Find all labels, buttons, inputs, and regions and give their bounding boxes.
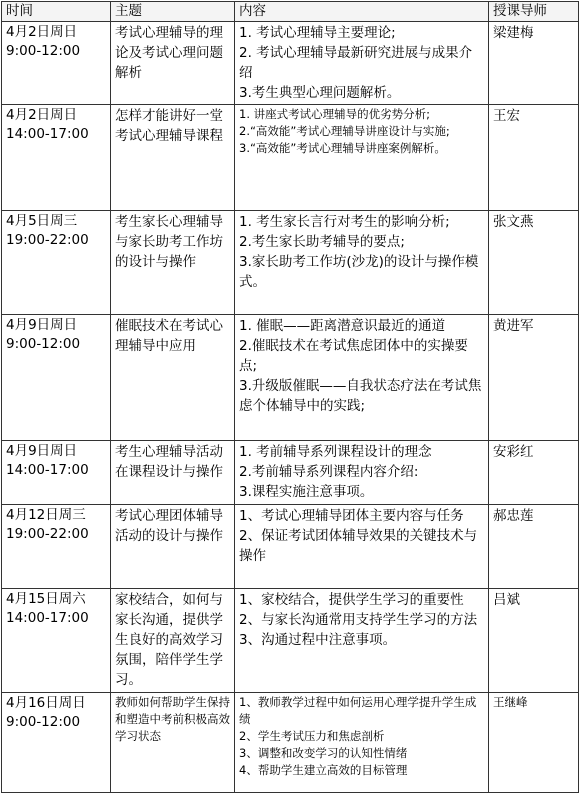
topic-cell: 教师如何帮助学生保持和塑造中考前积极高效学习状态 <box>111 693 235 793</box>
teacher-cell: 黄进军 <box>489 315 579 441</box>
header-row <box>2 2 579 22</box>
content-line: 2、学生考试压力和焦虑剖析 <box>239 729 385 743</box>
teacher-cell: 王宏 <box>489 105 579 211</box>
content-cell <box>235 22 489 105</box>
hours: 14:00-17:00 <box>6 462 89 478</box>
hours: 19:00-22:00 <box>6 232 89 248</box>
teacher-cell: 安彩红 <box>489 441 579 505</box>
date: 4月9日周日 <box>6 317 78 333</box>
time-cell <box>2 22 111 105</box>
content-line: 3.考生典型心理问题解析。 <box>239 85 401 101</box>
table-row <box>2 505 579 589</box>
hours: 9:00-12:00 <box>6 336 81 352</box>
hours: 14:00-17:00 <box>6 126 89 142</box>
table-row <box>2 22 579 105</box>
content-line: 3、沟通过程中注意事项。 <box>239 632 397 648</box>
content-cell <box>235 441 489 505</box>
table-row <box>2 441 579 505</box>
teacher-cell: 王继峰 <box>489 693 579 793</box>
content-line: 1. 考试心理辅导主要理论; <box>239 25 396 41</box>
content-line: 2.考生家长助考辅导的要点; <box>239 234 405 250</box>
content-cell <box>235 211 489 315</box>
topic-cell: 考试心理团体辅导活动的设计与操作 <box>111 505 235 589</box>
hours: 9:00-12:00 <box>6 714 81 730</box>
content-line: 2、与家长沟通常用支持学生学习的方法 <box>239 612 478 628</box>
date: 4月5日周三 <box>6 213 78 229</box>
table-row <box>2 105 579 211</box>
date: 4月9日周日 <box>6 443 78 459</box>
header-teacher: 授课导师 <box>489 2 579 22</box>
header-topic: 主题 <box>111 2 235 22</box>
teacher-cell: 郝忠莲 <box>489 505 579 589</box>
content-line: 1、考试心理辅导团体主要内容与任务 <box>239 508 464 524</box>
topic-cell: 考生心理辅导活动在课程设计与操作 <box>111 441 235 505</box>
hours: 14:00-17:00 <box>6 610 89 626</box>
date: 4月15日周六 <box>6 591 86 607</box>
date: 4月2日周日 <box>6 24 78 40</box>
table-row <box>2 315 579 441</box>
date: 4月12日周三 <box>6 507 86 523</box>
content-line: 2.催眠技术在考试焦虑团体中的实操要点; <box>239 338 468 374</box>
teacher-cell: 吕斌 <box>489 589 579 693</box>
content-cell <box>235 105 489 211</box>
teacher-cell: 梁建梅 <box>489 22 579 105</box>
content-line: 1、家校结合，提供学生学习的重要性 <box>239 592 464 608</box>
topic-cell: 家校结合，如何与家长沟通，提供学生良好的高效学习氛围，陪伴学生学习。 <box>111 589 235 693</box>
content-cell <box>235 315 489 441</box>
content-line: 3.课程实施注意事项。 <box>239 484 374 500</box>
content-line: 1. 考前辅导系列课程设计的理念 <box>239 444 432 460</box>
content-cell <box>235 693 489 793</box>
time-cell <box>2 315 111 441</box>
schedule-table <box>1 1 579 793</box>
topic-cell: 考生家长心理辅导与家长助考工作坊的设计与操作 <box>111 211 235 315</box>
teacher-cell: 张文燕 <box>489 211 579 315</box>
time-cell <box>2 589 111 693</box>
content-line: 3、调整和改变学习的认知性情绪 <box>239 746 408 760</box>
content-cell <box>235 505 489 589</box>
header-time: 时间 <box>2 2 111 22</box>
content-line: 1. 讲座式考试心理辅导的优劣势分析; <box>239 107 431 121</box>
table-row <box>2 211 579 315</box>
content-line: 2、保证考试团体辅导效果的关键技术与操作 <box>239 528 478 564</box>
content-line: 2. 考试心理辅导最新研究进展与成果介绍 <box>239 45 473 81</box>
content-line: 2.考前辅导系列课程内容介绍: <box>239 464 419 480</box>
content-line: 1、教师教学过程中如何运用心理学提升学生成绩 <box>239 695 477 726</box>
topic-cell: 考试心理辅导的理论及考试心理问题解析 <box>111 22 235 105</box>
topic-cell: 怎样才能讲好一堂考试心理辅导课程 <box>111 105 235 211</box>
content-line: 3.升级版催眠——自我状态疗法在考试焦虑个体辅导中的实践; <box>239 378 482 414</box>
time-cell <box>2 505 111 589</box>
header-content: 内容 <box>235 2 489 22</box>
content-line: 1. 催眠——距离潜意识最近的通道 <box>239 318 446 334</box>
time-cell <box>2 693 111 793</box>
topic-cell: 催眠技术在考试心理辅导中应用 <box>111 315 235 441</box>
table-row <box>2 693 579 793</box>
time-cell <box>2 105 111 211</box>
content-line: 2.“高效能”考试心理辅导讲座设计与实施; <box>239 124 450 138</box>
date: 4月16日周日 <box>6 695 86 711</box>
content-line: 4、帮助学生建立高效的目标管理 <box>239 763 408 777</box>
content-line: 3.“高效能”考试心理辅导讲座案例解析。 <box>239 141 446 155</box>
table-row <box>2 589 579 693</box>
time-cell <box>2 441 111 505</box>
date: 4月2日周日 <box>6 107 78 123</box>
hours: 9:00-12:00 <box>6 43 81 59</box>
content-line: 1. 考生家长言行对考生的影响分析; <box>239 214 450 230</box>
time-cell <box>2 211 111 315</box>
hours: 19:00-22:00 <box>6 526 89 542</box>
content-cell <box>235 589 489 693</box>
content-line: 3.家长助考工作坊(沙龙)的设计与操作模式。 <box>239 254 479 290</box>
